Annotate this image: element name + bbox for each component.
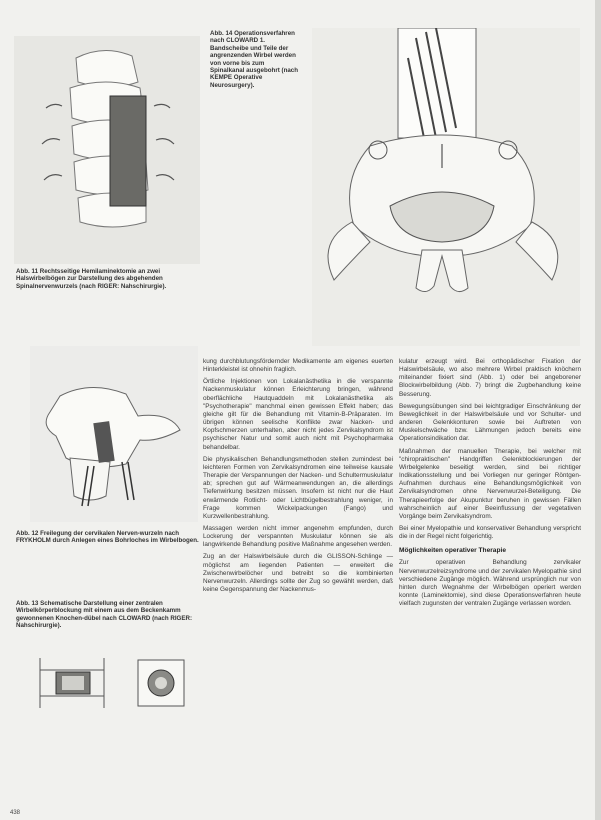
paragraph: Die physikalischen Behandlungsmethoden stellen zumindest bei leichteren Formen von Zervikalsyndromen eine teilweise kausale Therapie der Verspannungen der Nacken- und Schultermuskulatur ab; sprechen gut auf Wärmeanwendungen an, die allerdings Tiefenwirkung besitzen müssen. Insofern ist nicht nur die Haut erwärmende Rotlicht- oder Lichtbügelbestrahlung weniger, in Frage kommen Wickelpackungen (Fango) und Kurzwellenbestrahlung.	[203, 455, 393, 520]
spine-illustration-icon	[14, 36, 200, 264]
figure-11-caption: Abb. 11 Rechtsseitige Hemilaminektomie an zwei Halswirbelbögen zur Darstellung des abgehenden Spinalnervenwurzels (nach RIGER: Nahschirurgie).	[16, 268, 167, 290]
figure-14-caption: Abb. 14 Operationsverfahren nach CLOWARD 1. Bandscheibe und Teile der angrenzenden Wirbel werden von vorne bis zum Spinalkanal ausgebohrt (nach KEMPE Operative Neurosurgery).	[210, 30, 299, 89]
page-number: 438	[10, 810, 21, 816]
figure-12-caption: Abb. 12 Freilegung der cervikalen Nerven-wurzeln nach FRYKHOLM durch Anlegen eines Bohrloches im Wirbelbogen.	[16, 530, 199, 545]
paragraph: Bei einer Myelopathie und konservativer Behandlung verspricht die in der Regel nicht folgerichtig.	[399, 524, 581, 541]
paragraph: kulatur erzeugt wird. Bei orthopädischer Fixation der Halswirbelsäule, wo also mehrere Wirbel praktisch knöchern miteinander fixiert sind (Abb. 1) oder bei angeborener Blockwirbelbildung (Abb. 7) bringt die Zugbehandlung keine Besserung.	[399, 358, 581, 398]
figure-12	[30, 346, 198, 522]
paragraph: kung durchblutungsfördernder Medikamente am eigenes euerten Hinterkleistel ist ohnehin fraglich.	[203, 358, 393, 374]
figure-14	[312, 28, 580, 346]
paragraph: Zur operativen Behandlung zervikaler Nervenwurzelreizsyndrome und der zervikalen Myelopathie sind verschiedene Zugänge möglich. Während ursprünglich nur von hinten durch Wegnahme der Wirbelbögen operiert werden konnte (Laminektomie), sind diese Operationsverfahren heute vielfach zugunsten der ventralen Zugänge verlassen worden.	[399, 559, 581, 608]
paragraph: Örtliche Injektionen von Lokalanästhetika in die verspannte Nackenmuskulatur können Erleichterung bringen, während oberflächliche Hautquaddeln mit Lokalanästhetika als "Psychotherapie" manchmal einen gewissen Effekt haben; das gleiche gilt für die Behandlung mit Vitamin-B-Präparaten. Im übrigen können seelische Konflikte zwar Nacken- und Kopfschmerzen unterhalten, aber nicht jedes Zervikalsyndrom ist psychischer Natur und somit auch nicht mit Psychopharmaka behandelbar.	[203, 378, 393, 451]
figure-13-caption: Abb. 13 Schematische Darstellung einer zentralen Wirbelkörperblockung mit einem aus dem Beckenkamm gewonnenen Knochen-dübel nach CLOWARD (nach RIGER: Nahschirurgie).	[16, 600, 193, 630]
figure-13	[30, 654, 200, 712]
figure-11	[14, 36, 200, 264]
paragraph: Bewegungsübungen sind bei leichtgradiger Einschränkung der Beweglichkeit in der Halswirbelsäule und vor Schulter- und anderen Gelenkkonturen sowie bei Auftreten von Muskelschwäche bzw. Lähmungen jedoch bereits eine Operationsindikation dar.	[399, 402, 581, 443]
vertebra-bore-hole-illustration-icon	[30, 346, 198, 522]
paragraph: Zug an der Halswirbelsäule durch die GLISSON-Schlinge — möglichst am liegenden Patienten — erweitert die Zwischenwirbelöcher und betreibt so die kombinierten Nervenwurzeln. Allerdings sollte der Zug so gewählt werden, daß keine Gegenspannung der Nackenmus-	[203, 553, 393, 594]
vertebra-drill-illustration-icon	[312, 28, 580, 346]
bone-dowel-schematic-icon	[30, 654, 200, 712]
section-heading: Möglichkeiten operativer Therapie	[399, 547, 506, 555]
text-column-middle	[203, 358, 393, 598]
text-column-right	[399, 358, 581, 612]
page-edge	[595, 0, 601, 820]
paragraph: Massagen werden nicht immer angenehm empfunden, durch Lockerung der verspannten Muskulatur können sie als langwirkende Behandlung positive Maßnahme angesehen werden.	[203, 524, 393, 549]
paragraph: Maßnahmen der manuellen Therapie, bei welcher mit "chiropraktischen" Handgriffen Gelenkblockierungen der Wirbelgelenke beseitigt werden, sind bei richtiger Indikationsstellung und bei Vorliegen nur geringer Röntgen-Aufnahmen durchaus eine Behandlungsmöglichkeit von Zervikalsyndromen ohne Nervenwurzel-Beteiligung. Die Therapieerfolge der Akupunktur beruhen in gewissen Fällen wahrscheinlich auf einer Beeinflussung der vegetativen Vorgänge beim Zervikalsyndrom.	[399, 447, 581, 520]
